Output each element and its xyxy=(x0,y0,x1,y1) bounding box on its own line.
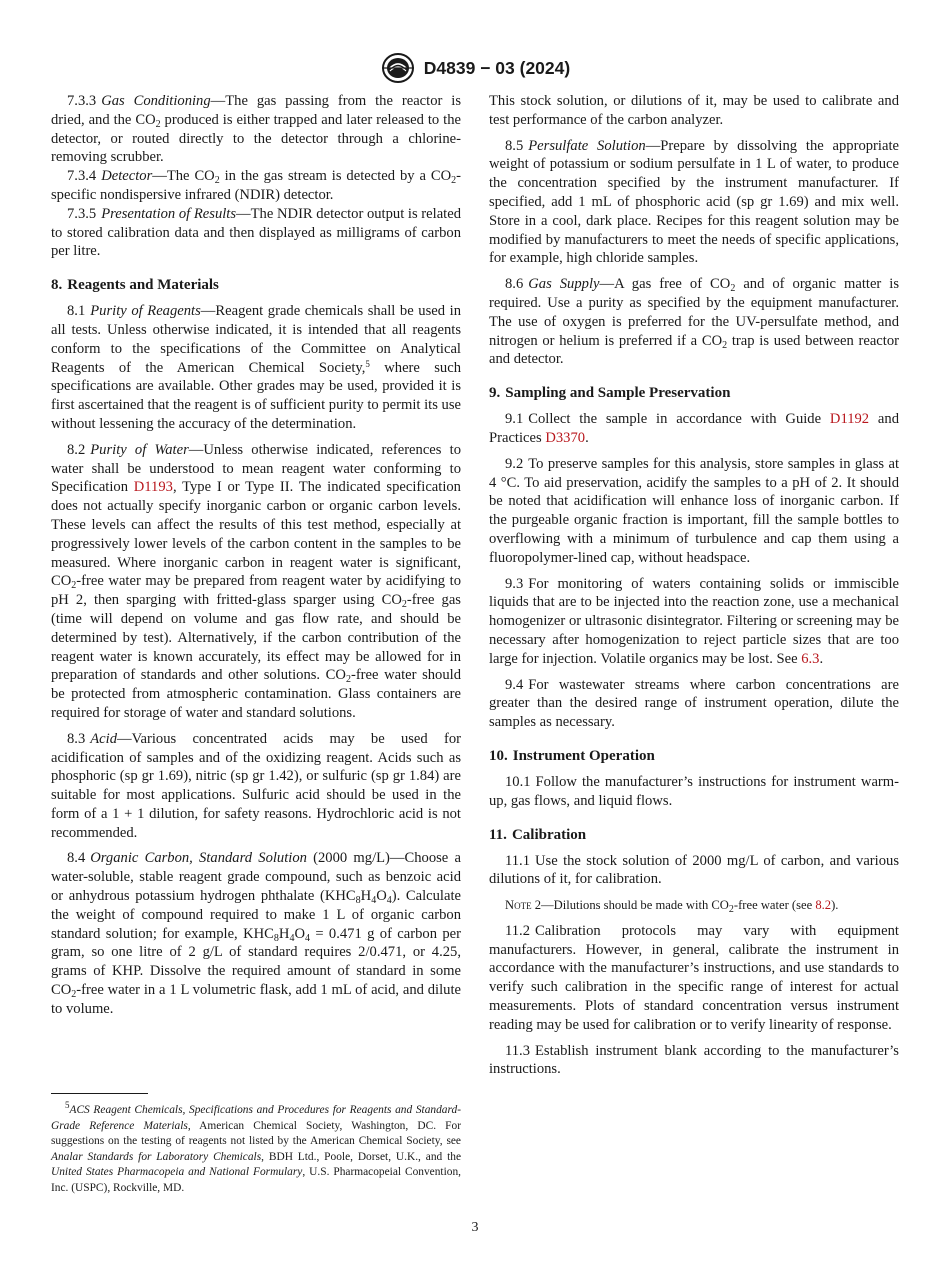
paragraph-7-3-3: 7.3.3 Gas Conditioning—The gas passing from the reactor is dried, and the $CO_2$ produced is either trapped and later released to the detector, or routed directly to the detector through a chlorine-removing scrubber. xyxy=(51,93,461,166)
link-6-3[interactable]: 6.3 xyxy=(801,650,820,667)
right-column xyxy=(489,92,899,1079)
paragraph-11-2: 11.2 Calibration protocols may vary with equipment manufacturers. However, in general, calibrate the instrument in accordance with the manufacturer’s instructions, and use standards to verify such calibration in the specific range of interest for actual measurements. Plots of standard concentration versus instrument reading may be used for calibration or to verify linearity of response. xyxy=(489,922,899,1033)
left-column xyxy=(51,92,461,1019)
paragraph-9-2: 9.2 To preserve samples for this analysis, store samples in glass at 4 °C. To aid preservation, acidify the samples to a pH of 2. It should be noted that acidification will enhance loss of inorganic carbon. If the purgeable organic fraction is important, fill the sample bottles to overflowing with a minimum of turbulence and cap them using a fluoropolymer-lined cap, without headspace. xyxy=(489,455,899,566)
link-8-2[interactable]: 8.2 xyxy=(815,898,832,913)
section-heading-9: 9. Sampling and Sample Preservation xyxy=(489,385,731,402)
document-id: D4839 − 03 (2024) xyxy=(423,57,571,78)
link-d3370[interactable]: D3370 xyxy=(545,429,586,446)
paragraph-8-5: 8.5 Persulfate Solution—Prepare by dissolving the appropriate weight of potassium or sodium persulfate in 1 L of water, to produce the concentration specified by the instrument manufacturer. If specified, add 1 mL of phosphoric acid (sp gr 1.69) and mix well. Store in a cool, dark place. Recipes for this reagent solution may be modified by manufacturers to meet the needs of specific applications, for example, high chloride samples. xyxy=(489,137,899,267)
page-number: 3 xyxy=(471,1220,479,1235)
paragraph-8-2: 8.2 Purity of Water—Unless otherwise indicated, references to water shall be understood to mean reagent water conforming to Specification D1193, Type I or Type II. The indicated specification does not actually specify inorganic carbon or organic carbon levels. These levels can affect the results of this test method, especially at progressively lower levels of the carbon content in the samples to be measured. Where inorganic carbon in reagent water is significant, $CO_2$-free water may be prepared from reagent water by acidifying to pH 2, then sparging with fritted-glass sparger using $CO_2$-free gas (time will depend on volume and gas flow rate, and should be determined by test). Alternatively, if the carbon contribution of the reagent water is known accurately, its effect may be allowed for in preparation of standards and other solutions. $CO_2$-free water should be protected from atmospheric contamination. Glass containers are required for storage of water and standard solutions. xyxy=(51,441,461,721)
link-d1193[interactable]: D1193 xyxy=(133,479,173,496)
paragraph-7-3-5: 7.3.5 Presentation of Results—The NDIR detector output is related to stored calibration data and then displayed as milligrams of carbon per litre. xyxy=(51,205,462,260)
paragraph-8-4: 8.4 Organic Carbon, Standard Solution (2000 mg/L)—Choose a water-soluble, stable reagent grade compound, such as benzoic acid or anhydrous potassium hydrogen phthalate $(KHC_8H_4O_4)$. Calculate the weight of compound required to make 1 L of organic carbon standard solution; for example, $KHC_8H_4O_4 = 0.471$ g of carbon per gram, so one litre of 2 g/L of standard requires 2/0.471, or 4.25, grams of KHP. Dissolve the required amount of standard in some $CO_2$-free water in a 1 L volumetric flask, add 1 mL of acid, and dilute to volume. xyxy=(51,850,462,1017)
paragraph-7-3-4: 7.3.4 Detector—The $CO_2$ in the gas stream is detected by a $CO_2$-specific nondispersive infrared (NDIR) detector. xyxy=(51,168,461,203)
paragraph-8-1: 8.1 Purity of Reagents—Reagent grade chemicals shall be used in all tests. Unless otherwise indicated, it is intended that all reagents conform to the specifications of the Committee on Analytical Reagents of the American Chemical Society,$^5$ where such specifications are available. Other grades may be used, provided it is first ascertained that the reagent is of sufficient purity to permit its use without lessening the accuracy of the determination. xyxy=(51,303,461,432)
paragraph-8-4-continued: This stock solution, or dilutions of it, may be used to calibrate and test performance of the carbon analyzer. xyxy=(489,93,899,128)
paragraph-10-1: 10.1 Follow the manufacturer’s instructions for instrument warm-up, gas flows, and liquid flows. xyxy=(489,773,899,809)
paragraph-11-3: 11.3 Establish instrument blank according to the manufacturer’s instructions. xyxy=(489,1042,899,1078)
section-heading-11: 11. Calibration xyxy=(489,826,587,843)
section-heading-8: 8. Reagents and Materials xyxy=(51,277,219,294)
paragraph-11-1: 11.1 Use the stock solution of 2000 mg/L of carbon, and various dilutions of it, for calibration. xyxy=(489,852,899,888)
footnote-5: $^5$ACS Reagent Chemicals, Specifications and Procedures for Reagents and Standard-Grade Reference Materials, American Chemical Society, Washington, DC. For suggestions on the testing of reagents not listed by the American Chemical Society, see Analar Standards for Laboratory Chemicals, BDH Ltd., Poole, Dorset, U.K., and the United States Pharmacopeia and National Formulary, U.S. Pharmacopeial Convention, Inc. (USPC), Rockville, MD. xyxy=(51,1100,462,1194)
astm-logo-icon xyxy=(380,52,416,84)
page-header xyxy=(0,52,950,86)
footnote-divider xyxy=(51,1093,148,1094)
paragraph-9-1: 9.1 Collect the sample in accordance with Guide D1192 and Practices D3370. xyxy=(489,411,899,446)
section-heading-10: 10. Instrument Operation xyxy=(489,747,655,764)
note-2: Note 2—Dilutions should be made with $CO_2$-free water (see 8.2). xyxy=(505,898,839,916)
paragraph-8-6: 8.6 Gas Supply—A gas free of $CO_2$ and of organic matter is required. Use a purity as specified by the equipment manufacturer. The use of oxygen is preferred for the UV-persulfate method, and nitrogen or helium is preferred if a $CO_2$ trap is used between reactor and detector. xyxy=(489,276,899,368)
link-d1192[interactable]: D1192 xyxy=(829,411,870,428)
paragraph-9-4: 9.4 For wastewater streams where carbon concentrations are greater than the desired range of instrument operation, dilute the samples as necessary. xyxy=(489,676,899,731)
paragraph-8-3: 8.3 Acid—Various concentrated acids may be used for acidification of samples and of the oxidizing reagent. Acids such as phosphoric (sp gr 1.69), nitric (sp gr 1.42), or sulfuric (sp gr 1.84) are suitable for most applications. Sulfuric acid should be used in the form of a 1 + 1 dilution, for safety reasons. Hydrochloric acid is not recommended. xyxy=(51,730,461,841)
paragraph-9-3: 9.3 For monitoring of waters containing solids or immiscible liquids that are to be injected into the reaction zone, use a mechanical homogenizer or ultrasonic disintegrator. Filtering or screening may be necessary after homogenization to reject particle sizes that are too large for injection. Volatile organics may be lost. See 6.3. xyxy=(489,575,899,667)
